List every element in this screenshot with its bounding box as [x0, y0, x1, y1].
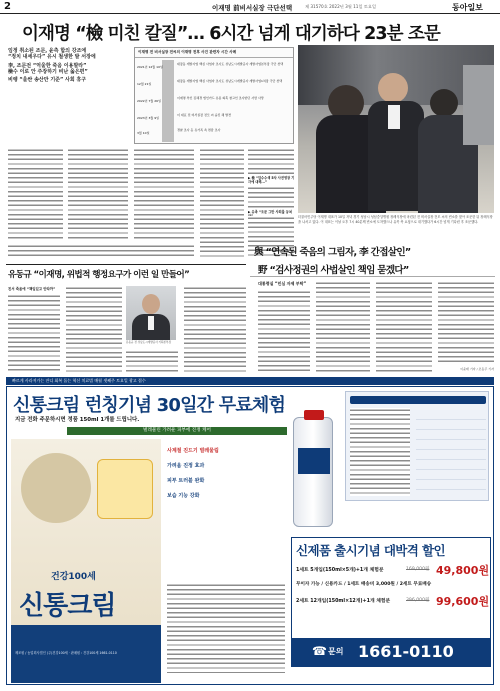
article-body — [200, 148, 244, 258]
delivery-info: 무이자 가능 / 신용카드 / 1세트 배송비 3,000원 / 2세트 무료배송 — [296, 582, 432, 587]
article3-lead: 친서 죽음에 “책임있고 안타까” — [8, 287, 56, 291]
order-bar[interactable]: ☎ 문의 1661-0110 — [292, 638, 490, 666]
article-body — [8, 148, 63, 240]
portrait-caption: 유동규 전 성남도시개발공사 기획본부장 — [126, 341, 172, 344]
subhead-block — [8, 48, 130, 83]
product-big-label: 건강100세 — [51, 572, 96, 582]
product-name: 신통크림 — [19, 591, 116, 621]
timeline-row: 2022년 7월 26일 이재명 부인 김혜경 법인카드 유용 의혹 참고인 조사받던 사람 사망 — [137, 96, 264, 103]
point-item: 보습 기능 강화 — [167, 493, 200, 499]
article-subtitle: ▶ 檢 “압수수색 5차 사전영장 기각에 대해...” — [248, 176, 295, 184]
point-item: 사계절 진드기 벌레물림 — [167, 448, 219, 454]
discount-box — [291, 537, 491, 667]
ad-label: 벌레물린 가려운 피부에 진정 케어 — [67, 427, 287, 435]
subhead-line: 비렝 “울싼 송산만 기준” 사회 휴구 — [8, 77, 87, 84]
article-body — [8, 244, 194, 258]
article-body — [126, 350, 178, 373]
article-body — [258, 290, 310, 373]
news-photo — [298, 45, 494, 213]
article-body — [248, 148, 294, 174]
paper-name: 동아일보 — [452, 2, 483, 12]
order-phone: 1661-0110 — [358, 642, 454, 661]
timeline-row: 12월 21일 대장동 개발사업 핵심 사업자 조사도 성남도시개발공사 개발사업1처장 극단 선택 — [137, 79, 283, 86]
ad-fineprint — [167, 583, 285, 673]
product-visual — [11, 439, 161, 683]
article-body — [134, 148, 194, 240]
product-tube — [293, 417, 333, 527]
advertisement[interactable] — [6, 386, 494, 685]
timeline-row: 3월 10일 경찰 조사 등 유가족 측 면담 조사 — [137, 128, 221, 135]
offer-row[interactable]: 2세트 12개입(150ml×12개)+1개 체험분 396,000원 99,600원 — [296, 595, 490, 608]
offer-row[interactable]: 1세트 5개입(150ml×5개)+1개 체험분 169,000원 49,800원 — [296, 564, 490, 577]
timeline-box — [134, 47, 294, 144]
subhead-line: 檢수 이로 안 주장하기 비난 옳은편” — [8, 68, 88, 75]
article-body — [184, 286, 246, 373]
product-points — [167, 439, 287, 579]
article-body — [8, 294, 60, 373]
section-title: 이재명 前비서실장 극단선택 — [212, 4, 293, 12]
article-body — [316, 281, 370, 373]
portrait-photo — [126, 286, 176, 340]
article2-lead: 대통령실 “민심 자제 부탁” — [258, 281, 307, 286]
ad-company: 제조원 / 농업회사법인 (주)건강100세 · 판매원 : 건강100세 1661-0110 — [15, 651, 117, 655]
article3-headline: 유동규 “이재명, 위법적 행정요구가 이런 일 만들어” — [8, 270, 190, 280]
ad-subline: 지금 전화 주문하시면 정품 150ml 1개를 드립니다. — [15, 417, 140, 423]
page-header — [0, 0, 500, 14]
photo-caption: 더불어민주당 이재명 대표가 10일 저녁 경기 성남시 성남중앙병원 장례식장에 마련된 전 비서실장 전모 씨의 빈소를 찾아 조문한 뒤 장례식장을 나서고 있다. 이 대표는 이날 오후 7시 40분께 빈소에 도착했으나 유족 측 요청으로 대기했다가 6시간 넘게 기다린 후 조문했다. — [298, 215, 493, 224]
article-body — [376, 281, 432, 373]
timeline-title: 이재명 전 비서실장 전씨의 이재명 전후 사건 관련자 시간 사례 — [135, 48, 293, 58]
timeline-row: 2021년 12월 10일 대장동 개발사업 핵심 사업자 조사도 성남도시개발공사 개발사업본부장 극단 선택 — [137, 62, 284, 69]
hotline-title — [350, 396, 486, 404]
page-number: 2 — [4, 1, 11, 12]
article2-subheadline: 野 “검사정권의 사법살인 책임 묻겠다” — [258, 265, 409, 276]
phone-icon: ☎ — [312, 644, 327, 658]
discount-title: 신제품 출시기념 대박격 할인 — [296, 543, 445, 558]
article-subtitle: ▶ 유족 “조문 그만 사퇴를 등쳐 — [248, 210, 292, 214]
subhead-line: 李, 조문전 “억울한 죽음 이용말라” — [8, 62, 87, 69]
point-item: 가려움 진정 효과 — [167, 463, 205, 469]
ad-top-banner[interactable]: 빠르게 사라져가는 잔디 회복 돕는 혁신 치료법 매월 셋째주 토요일 광고 접수 — [6, 377, 494, 385]
article-body — [248, 186, 294, 208]
main-headline: 이재명 “檢 미친 칼질”… 6시간 넘게 대기하다 23분 조문 — [22, 24, 440, 44]
article2-headline: 與 “연속된 죽음의 그림자, 李 간접살인” — [254, 247, 411, 258]
article-body — [438, 281, 494, 365]
article-body — [66, 286, 122, 373]
subhead-line: “정치 내세우다” 유시 철생한 발 서장에 — [8, 54, 96, 61]
subhead-line: 임정 취소된 조문, 윤측 합의 강조에 — [8, 48, 87, 54]
point-item: 피부 트러블 완화 — [167, 478, 205, 484]
timeline-row: 2023년 3월 9일 이 대표 전 비서실장 전모 씨 숨진 채 발견 — [137, 113, 231, 120]
hotline-panel — [345, 391, 489, 501]
issue-info: 제 31570호 2022년 3월 11일 토요일 — [305, 4, 376, 9]
byline: 이윤태 기자 / 조동주 기자 — [460, 367, 494, 371]
article-body — [68, 148, 128, 240]
ad-headline: 신통크림 런칭기념 30일간 무료체험 — [13, 395, 286, 416]
